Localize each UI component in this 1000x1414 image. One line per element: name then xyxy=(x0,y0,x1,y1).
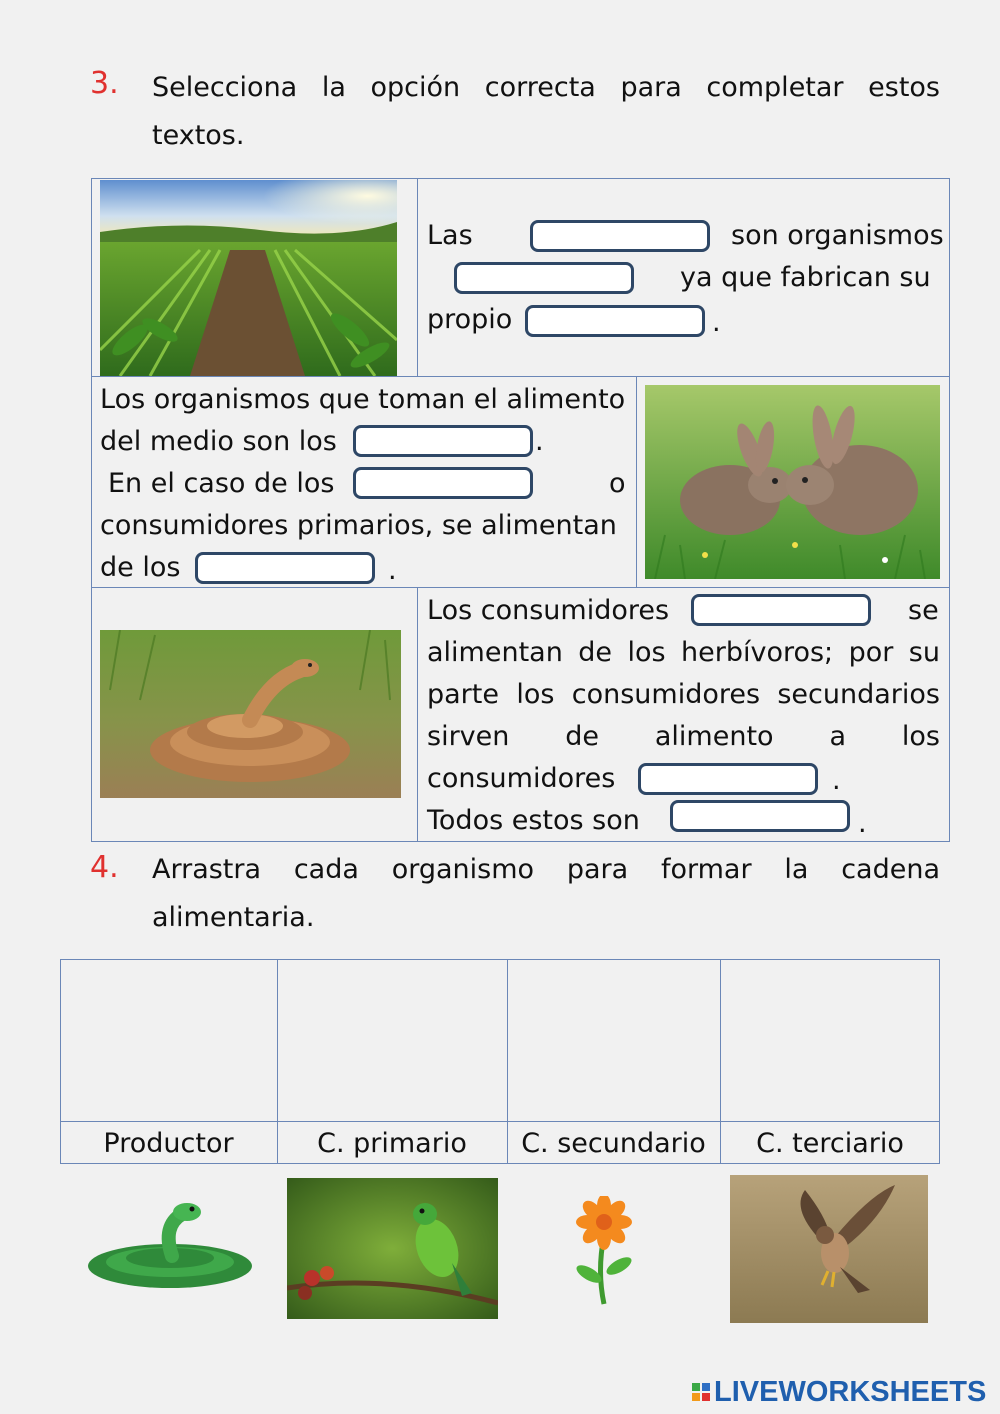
chain-label-secondary: C. secundario xyxy=(521,1128,706,1159)
table-divider xyxy=(91,376,950,377)
block2-line3-start: En el caso de los xyxy=(108,468,335,499)
blank-3-food[interactable] xyxy=(525,305,705,337)
block3-line5: consumidores xyxy=(427,763,616,794)
block2-line2: del medio son los xyxy=(100,426,337,457)
question-4-number: 4. xyxy=(90,850,119,885)
block2-line2-end: . xyxy=(535,426,544,457)
chain-label-primary: C. primario xyxy=(317,1128,467,1159)
draggable-orange-flower[interactable] xyxy=(567,1196,641,1306)
cornfield-image xyxy=(100,180,397,376)
block2-line1: Los organismos que toman el alimento xyxy=(100,384,626,415)
block3-line6-end: . xyxy=(858,808,867,839)
block2-line3-end: o xyxy=(609,468,626,499)
question-4-instruction xyxy=(152,846,940,942)
question-3-instruction xyxy=(152,64,940,160)
question-4-instruction-line2: alimentaria. xyxy=(152,902,315,933)
block1-ya-que: ya que fabrican su xyxy=(680,262,931,293)
block3-line5-end: . xyxy=(832,765,841,796)
chain-label-tertiary: C. terciario xyxy=(756,1128,904,1159)
drop-zone-tertiary-consumer[interactable] xyxy=(721,960,940,1121)
table-divider xyxy=(636,376,637,587)
block2-line5-end: . xyxy=(388,555,397,586)
blank-4-heterotrophs[interactable] xyxy=(353,425,533,457)
blank-8-tertiary[interactable] xyxy=(638,763,818,795)
liveworksheets-logo-icon xyxy=(692,1383,710,1401)
coiled-snake-image xyxy=(100,630,401,798)
question-4-instruction-line1: Arrastra cada organismo para formar la cadena xyxy=(152,854,940,885)
block3-line2: alimentan de los herbívoros; por su xyxy=(427,637,940,668)
blank-6-producers[interactable] xyxy=(195,552,375,584)
table-divider xyxy=(417,587,418,842)
block2-line5: de los xyxy=(100,552,181,583)
block1-son-organismos: son organismos xyxy=(731,220,944,251)
draggable-green-bird[interactable] xyxy=(287,1178,498,1319)
table-divider xyxy=(417,178,418,376)
blank-7-secondary[interactable] xyxy=(691,594,871,626)
block1-propio: propio xyxy=(427,304,513,335)
block3-line4-word: a xyxy=(829,721,846,752)
question-3-instruction-line1: Selecciona la opción correcta para completar estos xyxy=(152,72,940,103)
question-3-instruction-line2: textos. xyxy=(152,120,245,151)
liveworksheets-logo-text: LIVEWORKSHEETS xyxy=(714,1375,987,1408)
block3-line1-end: se xyxy=(908,595,939,626)
blank-1-producers[interactable] xyxy=(530,220,710,252)
drop-zone-primary-consumer[interactable] xyxy=(278,960,507,1121)
block3-line3: parte los consumidores secundarios xyxy=(427,679,940,710)
block2-line4: consumidores primarios, se alimentan xyxy=(100,510,617,541)
block1-period: . xyxy=(712,307,721,338)
draggable-hawk[interactable] xyxy=(730,1175,928,1323)
block3-line4-word: alimento xyxy=(654,721,774,752)
blank-5-herbivores[interactable] xyxy=(353,467,533,499)
rabbits-image xyxy=(645,385,940,579)
chain-label-producer: Productor xyxy=(103,1128,234,1159)
drop-zone-secondary-consumer[interactable] xyxy=(508,960,720,1121)
block1-las: Las xyxy=(427,220,473,251)
liveworksheets-logo xyxy=(692,1376,992,1408)
draggable-green-snake[interactable] xyxy=(82,1196,258,1296)
block3-line1-start: Los consumidores xyxy=(427,595,670,626)
table-divider xyxy=(91,587,950,588)
question-3-number: 3. xyxy=(90,66,119,101)
blank-9-consumers[interactable] xyxy=(670,800,850,832)
drop-zone-producer[interactable] xyxy=(61,960,277,1121)
block3-line4-word: de xyxy=(565,721,599,752)
table-divider xyxy=(60,1121,940,1122)
block3-line4-word: sirven xyxy=(427,721,510,752)
block3-line6: Todos estos son xyxy=(427,805,640,836)
blank-2-autotrophs[interactable] xyxy=(454,262,634,294)
block3-line4-word: los xyxy=(901,721,940,752)
block3-line4 xyxy=(427,716,940,758)
